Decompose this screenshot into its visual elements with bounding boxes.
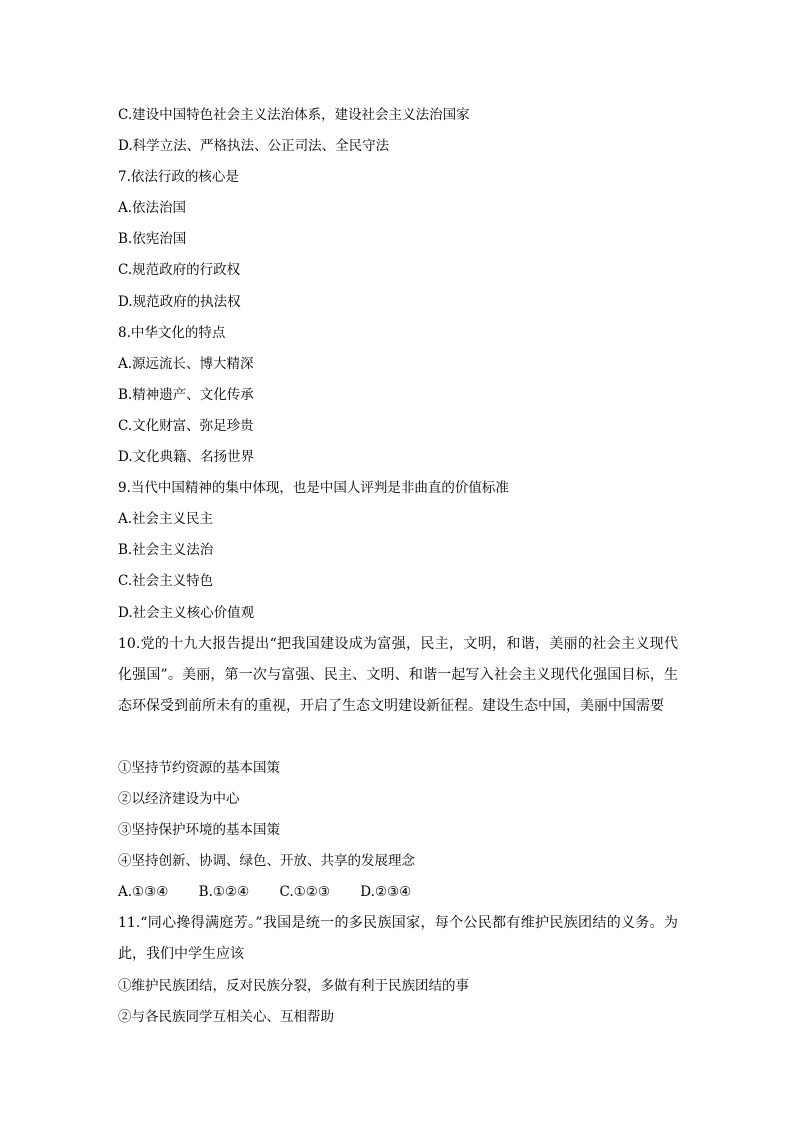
option-a-q9: A.社会主义民主 (118, 511, 214, 528)
option-a-q7: A.依法治国 (118, 200, 187, 217)
option-c-q8: C.文化财富、弥足珍贵 (118, 417, 254, 434)
q10-choices (118, 877, 678, 908)
document-page (118, 100, 678, 1033)
q11-item-2: ②与各民族同学互相关心、互相帮助 (118, 1008, 334, 1025)
option-b-q7: B.依宪治国 (118, 231, 187, 248)
q10-item-2: ②以经济建设为中心 (118, 790, 240, 807)
option-c-q6: C.建设中国特色社会主义法治体系，建设社会主义法治国家 (118, 107, 470, 123)
option-b-q8: B.精神遗产、文化传承 (118, 386, 254, 403)
q10-choice-a: A.①③④ (118, 884, 169, 901)
question-8: 8.中华文化的特点 (118, 324, 226, 341)
q10-item-4: ④坚持创新、协调、绿色、开放、共享的发展理念 (118, 853, 415, 870)
question-11-stem: 11.“同心搀得满庭芳。”我国是统一的多民族国家，每个公民都有维护民族团结的义务。为此，我们中学生应该 (118, 915, 678, 963)
option-d-q9: D.社会主义核心价值观 (118, 604, 255, 621)
option-d-q6: D.科学立法、严格执法、公正司法、全民守法 (118, 138, 390, 155)
option-b-q9: B.社会主义法治 (118, 542, 214, 559)
option-a-q8: A.源远流长、博大精深 (118, 355, 254, 372)
blank-gap (118, 722, 678, 753)
option-d-q7: D.规范政府的执法权 (118, 293, 241, 310)
option-c-q7: C.规范政府的行政权 (118, 262, 241, 279)
question-10-stem: 10.党的十九大报告提出“把我国建设成为富强，民主，文明，和谐，美丽的社会主义现代化强国”。美丽，第一次与富强、民主、文明、和谐一起写入社会主义现代化强国目标，生态环保受到前所未有的重视，开启了生态文明建设新征程。建设生态中国，美丽中国需要 (118, 635, 678, 714)
q11-item-1: ①维护民族团结，反对民族分裂，多做有利于民族团结的事 (118, 977, 469, 994)
question-9: 9.当代中国精神的集中体现，也是中国人评判是非曲直的价值标准 (118, 480, 509, 497)
q10-choice-c: C.①②③ (279, 884, 330, 901)
option-d-q8: D.文化典籍、名扬世界 (118, 449, 255, 466)
option-c-q9: C.社会主义特色 (118, 573, 214, 590)
q10-item-3: ③坚持保护环境的基本国策 (118, 822, 280, 839)
q10-item-1: ①坚持节约资源的基本国策 (118, 759, 280, 776)
q10-choice-b: B.①②④ (198, 884, 250, 901)
question-7: 7.依法行政的核心是 (118, 169, 239, 186)
q10-choice-d: D.②③④ (360, 884, 412, 901)
